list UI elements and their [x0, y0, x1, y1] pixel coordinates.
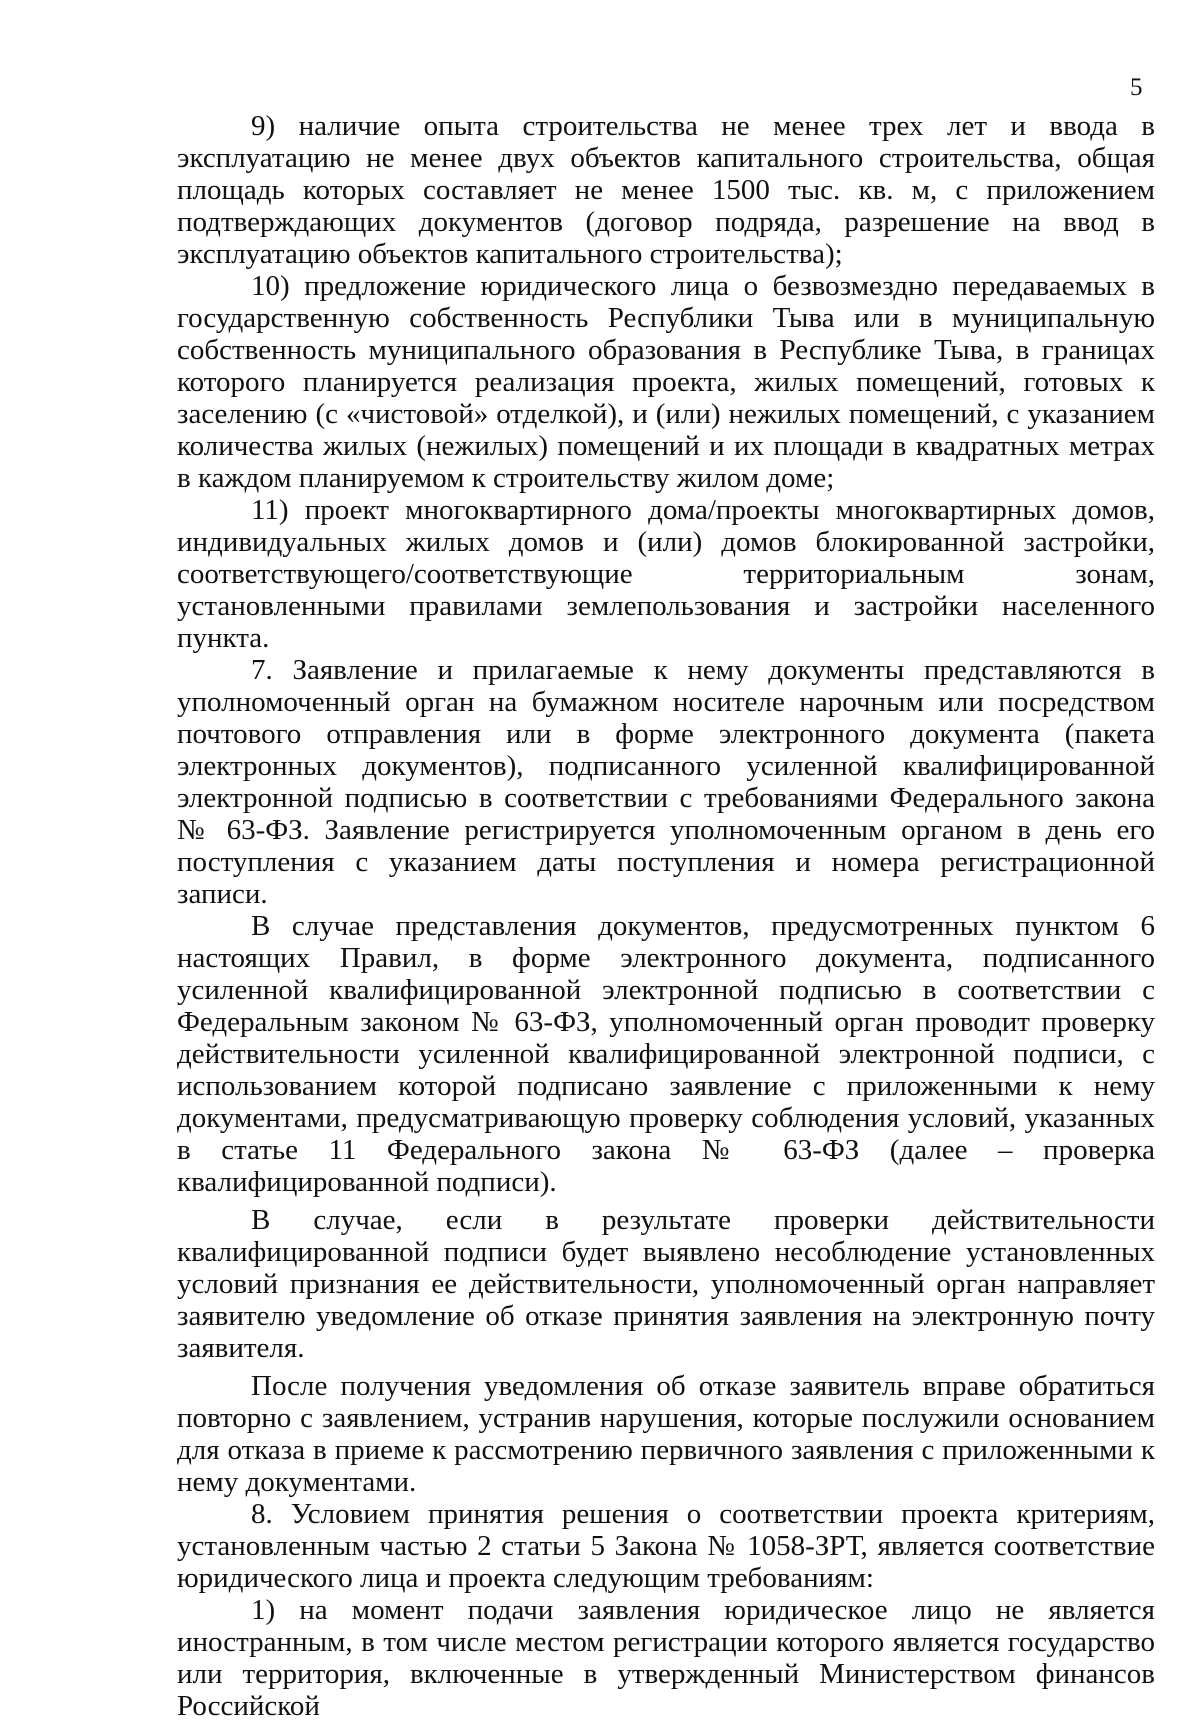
- paragraph-item-11-building-project: 11) проект многоквартирного дома/проекты многоквартирных домов, индивидуальных жилых домов и (или) домов блокированной застройки, соответствующего/соответствующие территориальным зонам, установленными правилами землепользования и застройки населенного пункта.: [177, 494, 1155, 654]
- paragraph-clause-7-application-submission: 7. Заявление и прилагаемые к нему документы представляются в уполномоченный орган на бумажном носителе нарочным или посредством почтового отправления или в форме электронного документа (пакета электронных документов), подписанного усиленной квалифицированной электронной подписью в соответствии с требованиями Федерального закона № 63-ФЗ. Заявление регистрируется уполномоченным органом в день его поступления с указанием даты поступления и номера регистрационной записи.: [177, 654, 1155, 910]
- paragraph-item-1-not-foreign: 1) на момент подачи заявления юридическое лицо не является иностранным, в том числе местом регистрации которого является государство или территория, включенные в утвержденный Министерством финансов Российской: [177, 1594, 1155, 1722]
- paragraph-item-9-construction-experience: 9) наличие опыта строительства не менее трех лет и ввода в эксплуатацию не менее двух объектов капитального строительства, общая площадь которых составляет не менее 1500 тыс. кв. м, с приложением подтверждающих документов (договор подряда, разрешение на ввод в эксплуатацию объектов капитального строительства);: [177, 110, 1155, 270]
- paragraph-repeat-application: После получения уведомления об отказе заявитель вправе обратиться повторно с заявлением, устранив нарушения, которые послужили основанием для отказа в приеме к рассмотрению первичного заявления с приложенными к нему документами.: [177, 1370, 1155, 1498]
- paragraph-item-10-housing-proposal: 10) предложение юридического лица о безвозмездно передаваемых в государственную собственность Республики Тыва или в муниципальную собственность муниципального образования в Республике Тыва, в границах которого планируется реализация проекта, жилых помещений, готовых к заселению (с «чистовой» отделкой), и (или) нежилых помещений, с указанием количества жилых (нежилых) помещений и их площади в квадратных метрах в каждом планируемом к строительству жилом доме;: [177, 270, 1155, 494]
- document-body: [177, 110, 1155, 1722]
- paragraph-electronic-signature-check: В случае представления документов, предусмотренных пунктом 6 настоящих Правил, в форме электронного документа, подписанного усиленной квалифицированной электронной подписью в соответствии с Федеральным законом № 63-ФЗ, уполномоченный орган проводит проверку действительности усиленной квалифицированной электронной подписи, с использованием которой подписано заявление с приложенными к нему документами, предусматривающую проверку соблюдения условий, указанных в статье 11 Федерального закона № 63-ФЗ (далее – проверка квалифицированной подписи).: [177, 910, 1155, 1198]
- paragraph-clause-8-conditions: 8. Условием принятия решения о соответствии проекта критериям, установленным частью 2 статьи 5 Закона № 1058-ЗРТ, является соответствие юридического лица и проекта следующим требованиям:: [177, 1498, 1155, 1594]
- page-number: 5: [1130, 74, 1143, 101]
- paragraph-signature-invalid-notice: В случае, если в результате проверки действительности квалифицированной подписи будет выявлено несоблюдение установленных условий признания ее действительности, уполномоченный орган направляет заявителю уведомление об отказе принятия заявления на электронную почту заявителя.: [177, 1204, 1155, 1364]
